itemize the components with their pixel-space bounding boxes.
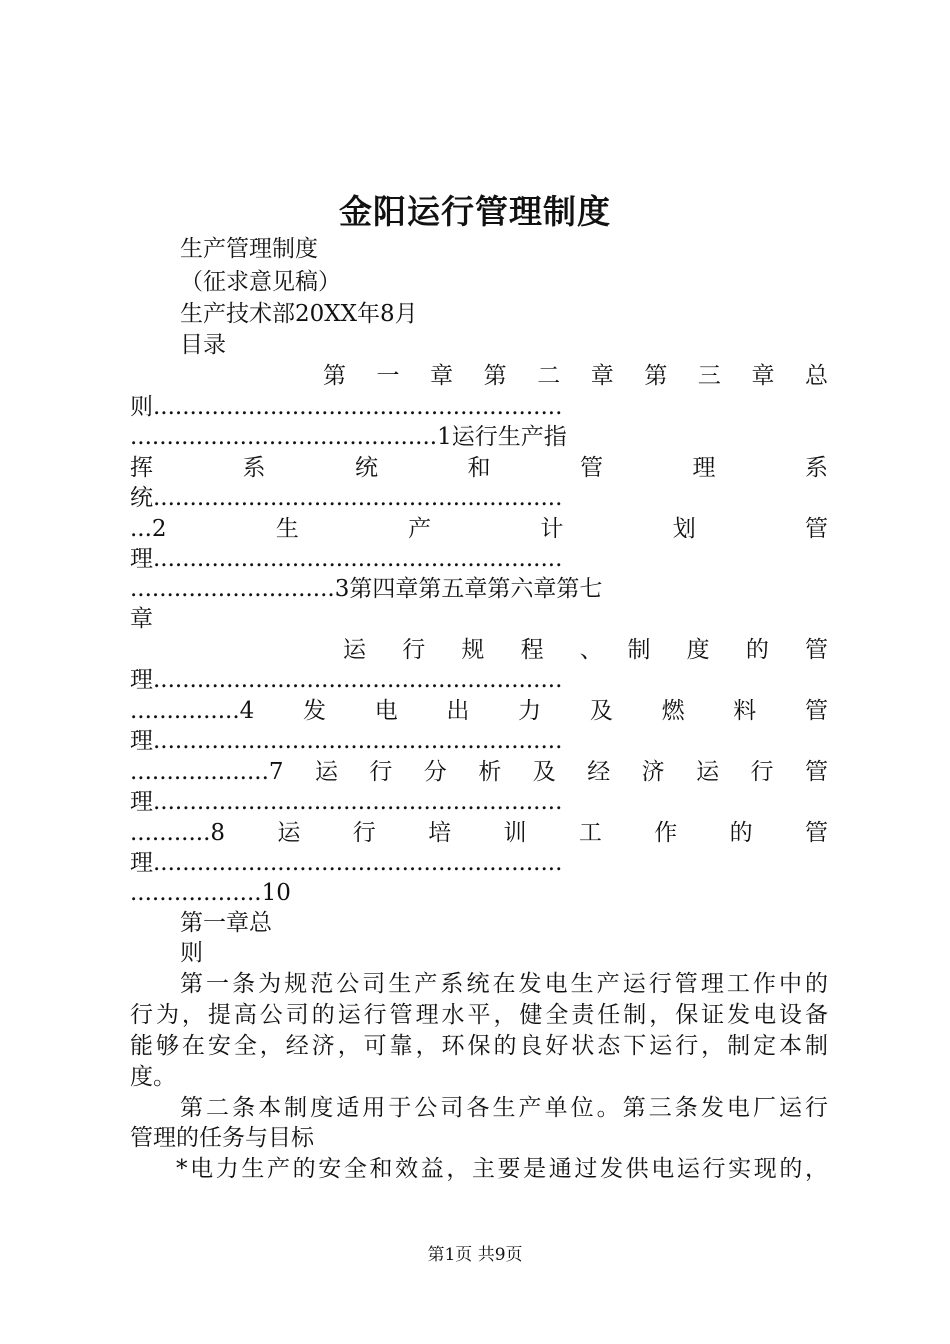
toc-line: 理........................................................ bbox=[130, 728, 563, 754]
toc-line: 理........................................................ bbox=[130, 546, 563, 572]
toc-line: ...2 生 产 计 划 管 bbox=[130, 516, 828, 542]
toc-line: 运 行 规 程 、 制 度 的 管 bbox=[343, 637, 828, 663]
subtitle-line: 生产管理制度 bbox=[180, 236, 318, 262]
toc-line: ..........................................1运行生产指 bbox=[130, 424, 567, 450]
toc-line: ...........8 运 行 培 训 工 作 的 管 bbox=[130, 820, 828, 846]
body-line: 能够在安全，经济，可靠，环保的良好状态下运行，制定本制 bbox=[130, 1033, 828, 1059]
toc-line: 挥 系 统 和 管 理 系 bbox=[130, 455, 828, 481]
toc-line: 第 一 章 第 二 章 第 三 章 总 bbox=[323, 363, 828, 389]
document-title: 金阳运行管理制度 bbox=[339, 192, 611, 231]
chapter-heading: 则 bbox=[180, 940, 203, 966]
toc-heading: 目录 bbox=[180, 332, 226, 358]
toc-line: ............................3第四章第五章第六章第七 bbox=[130, 576, 603, 602]
toc-line: 统........................................................ bbox=[130, 485, 563, 511]
body-line: *电力生产的安全和效益，主要是通过发供电运行实现的， bbox=[176, 1156, 828, 1182]
subtitle-line: （征求意见稿） bbox=[180, 269, 341, 295]
page-footer: 第1页 共9页 bbox=[427, 1245, 523, 1265]
chapter-heading: 第一章总 bbox=[180, 910, 272, 936]
toc-line: 章 bbox=[130, 606, 153, 632]
body-line: 度。 bbox=[130, 1064, 176, 1090]
toc-line: ..................10 bbox=[130, 880, 291, 906]
toc-line: 则........................................................ bbox=[130, 394, 563, 420]
subtitle-line: 生产技术部20XX年8月 bbox=[180, 301, 418, 327]
toc-line: ...................7 运 行 分 析 及 经 济 运 行 管 bbox=[130, 759, 828, 785]
body-line: 第一条为规范公司生产系统在发电生产运行管理工作中的 bbox=[180, 971, 828, 997]
body-line: 第二条本制度适用于公司各生产单位。第三条发电厂运行 bbox=[180, 1095, 828, 1121]
toc-line: 理........................................................ bbox=[130, 789, 563, 815]
body-line: 管理的任务与目标 bbox=[130, 1125, 314, 1151]
toc-line: 理........................................................ bbox=[130, 667, 563, 693]
body-line: 行为，提高公司的运行管理水平，健全责任制，保证发电设备 bbox=[130, 1002, 828, 1028]
toc-line: 理........................................................ bbox=[130, 850, 563, 876]
toc-line: ...............4 发 电 出 力 及 燃 料 管 bbox=[130, 698, 828, 724]
